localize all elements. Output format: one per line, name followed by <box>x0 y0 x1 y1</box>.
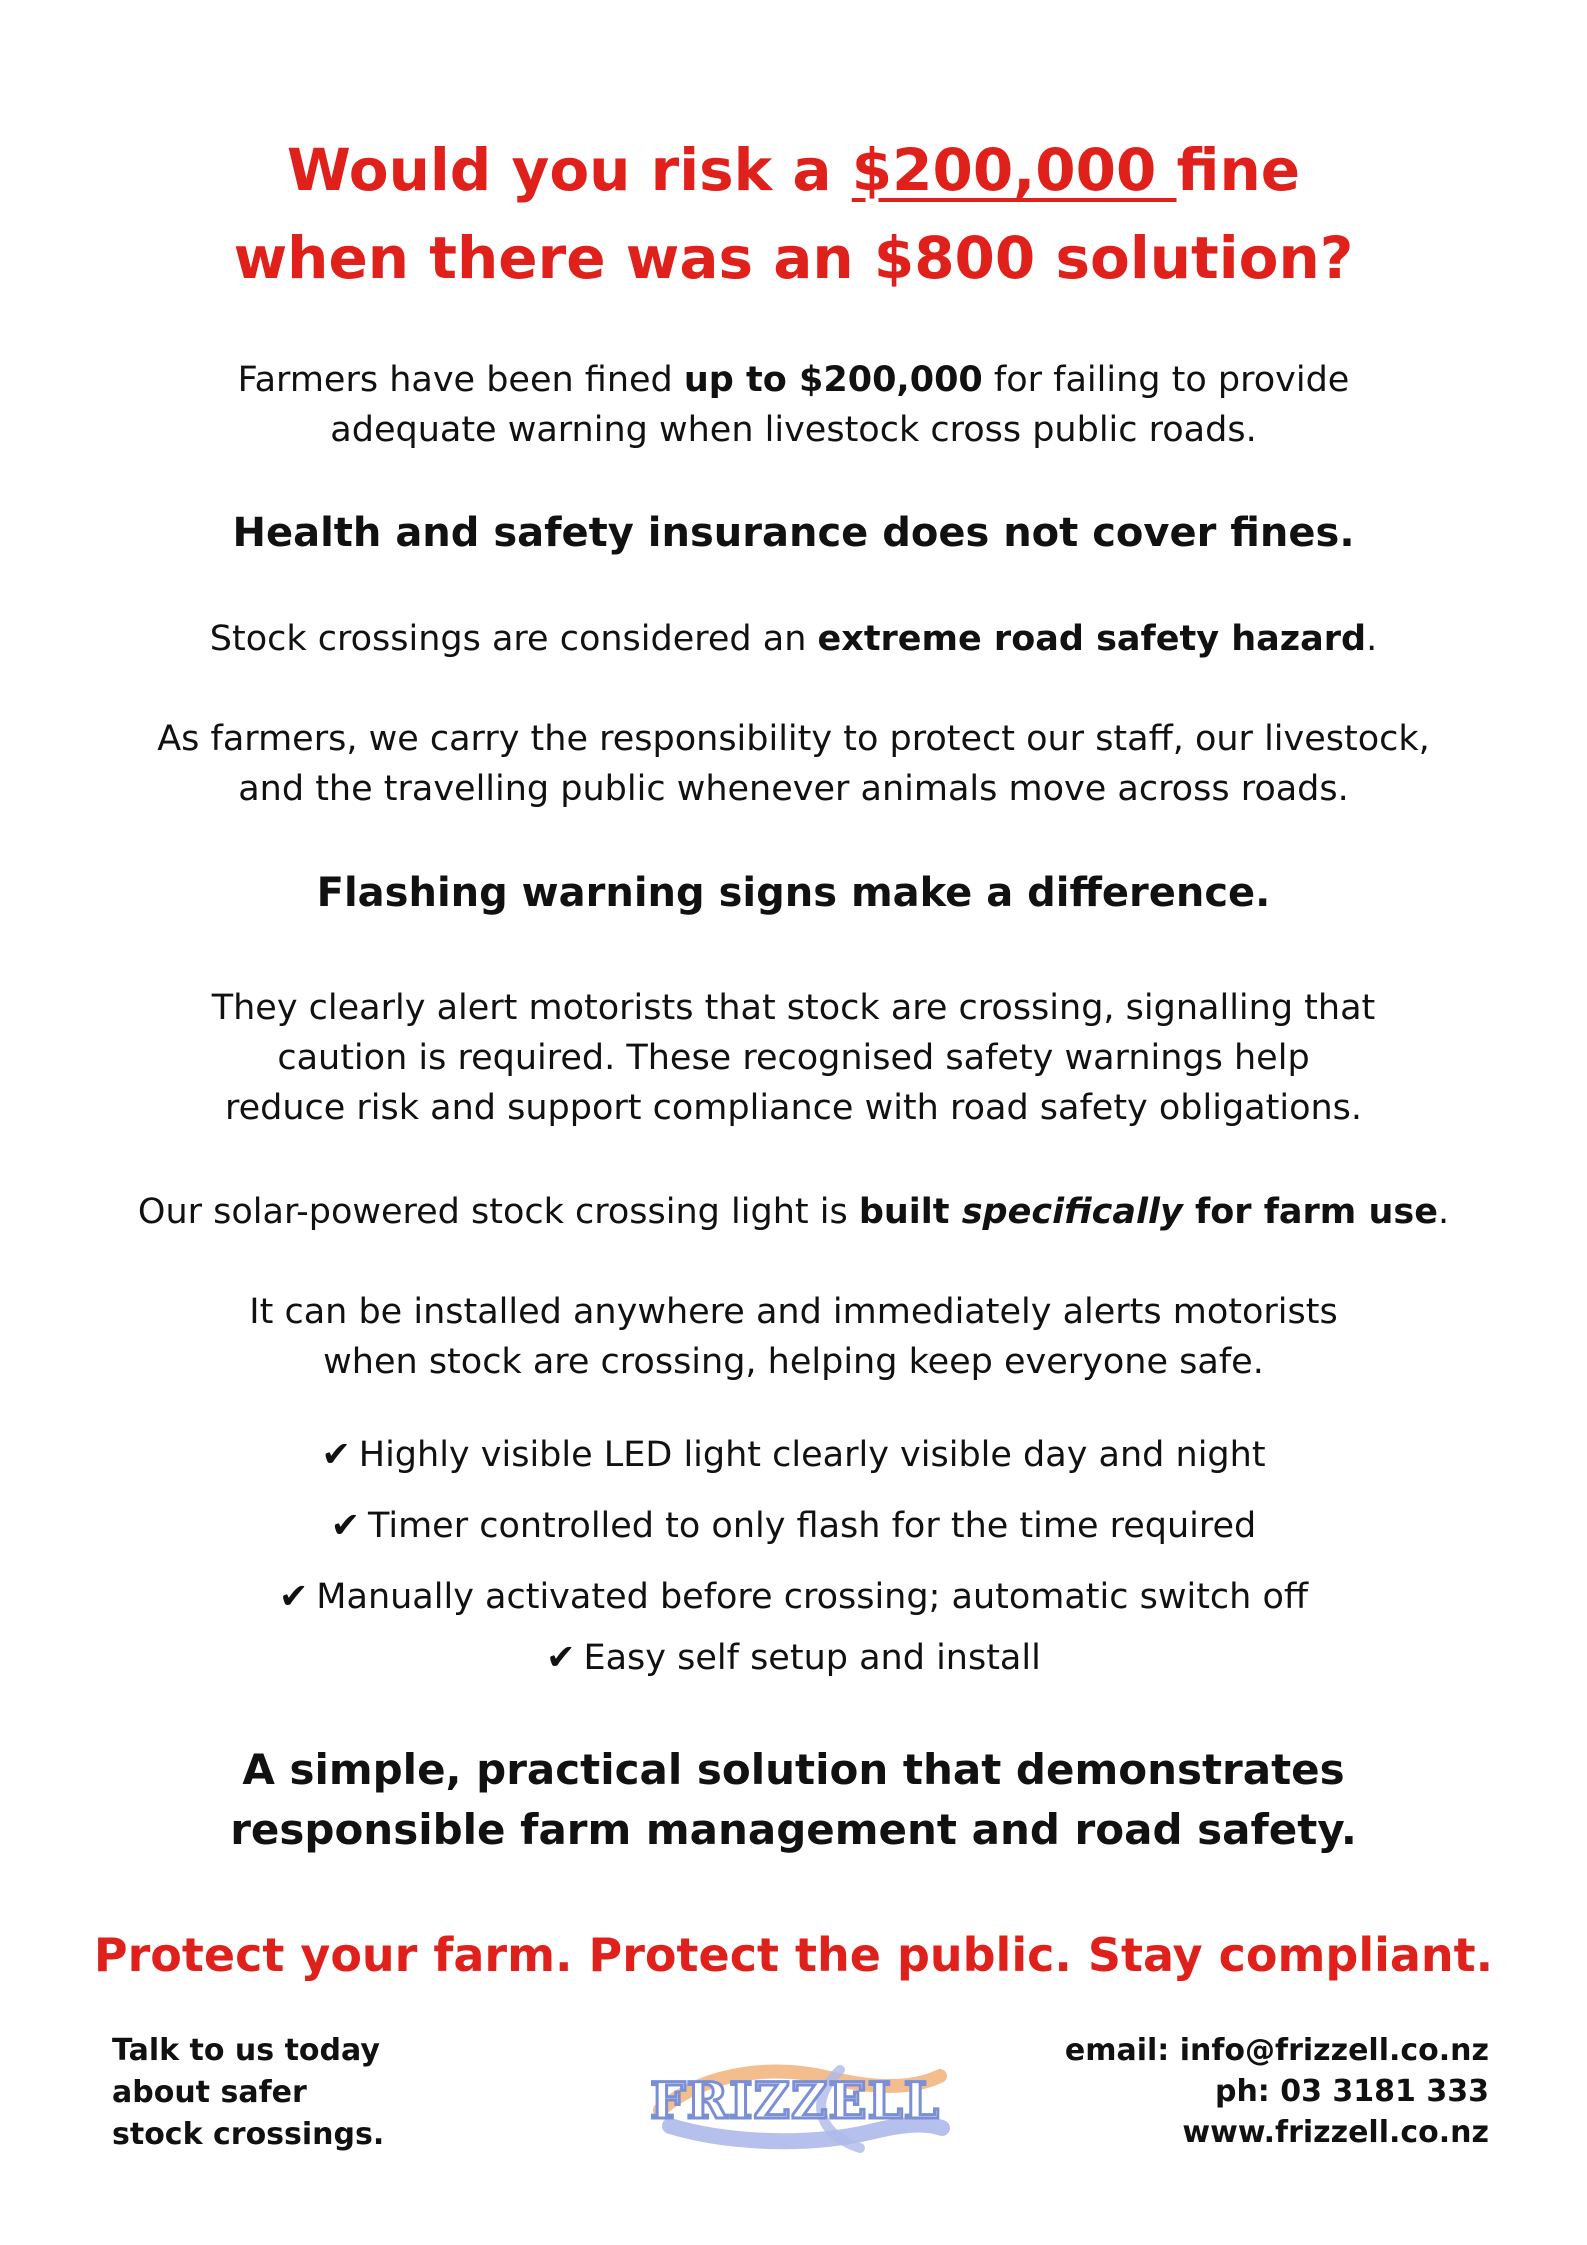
install-line-1: It can be installed anywhere and immediately alerts motorists <box>249 1292 1338 1332</box>
footer-call-to-action <box>112 2030 384 2156</box>
website-link[interactable]: www.frizzell.co.nz <box>1182 2115 1489 2150</box>
fine-amount-bold: up to $200,000 <box>683 360 983 400</box>
footer-contact <box>1065 2030 1489 2153</box>
text: built <box>858 1192 962 1232</box>
signs-subheading: Flashing warning signs make a difference. <box>316 870 1271 916</box>
alert-line-1: They clearly alert motorists that stock are crossing, signalling that <box>211 988 1376 1028</box>
text: Our solar-powered stock crossing light is <box>137 1192 859 1232</box>
headline-line-1 <box>0 126 1587 214</box>
product-bold <box>859 1192 1438 1232</box>
alert-line-2: caution is required. These recognised safety warnings help <box>277 1038 1310 1078</box>
list-item <box>0 1638 1587 1678</box>
responsibility-paragraph <box>0 714 1587 814</box>
install-paragraph <box>0 1287 1587 1387</box>
alert-paragraph <box>0 983 1587 1133</box>
checkmark-icon: ✔ <box>330 1506 361 1546</box>
text: Farmers have been fined <box>237 360 684 400</box>
feature-text: Timer controlled to only flash for the time required <box>368 1506 1257 1546</box>
fines-line-1 <box>0 355 1587 405</box>
cta-line-3: stock crossings. <box>112 2117 385 2152</box>
text: . <box>1366 619 1378 659</box>
email-link[interactable]: email: info@frizzell.co.nz <box>1064 2033 1489 2068</box>
headline-line-2: when there was an $800 solution? <box>233 224 1354 292</box>
fine-amount: $200,000 <box>851 136 1177 204</box>
product-paragraph <box>0 1187 1587 1237</box>
emphasis: specifically <box>961 1192 1183 1232</box>
headline-text: fine <box>1176 136 1301 204</box>
checkmark-icon: ✔ <box>321 1435 351 1475</box>
fines-paragraph <box>0 355 1587 455</box>
checkmark-icon: ✔ <box>546 1638 576 1678</box>
responsibility-line-1: As farmers, we carry the responsibility to protect our staff, our livestock, <box>157 719 1430 759</box>
alert-line-3: reduce risk and support compliance with road safety obligations. <box>224 1088 1363 1128</box>
headline-text: Would you risk a <box>286 136 852 204</box>
responsibility-line-2: and the travelling public whenever animals move across roads. <box>238 769 1349 809</box>
cta-line-1: Talk to us today <box>112 2033 380 2068</box>
closing-line-2: responsible farm management and road safety. <box>230 1805 1357 1854</box>
hazard-bold: extreme road safety hazard <box>817 619 1367 659</box>
headline <box>0 126 1587 302</box>
logo-text: FRIZZELL <box>650 2071 940 2130</box>
text: Stock crossings are considered an <box>209 619 818 659</box>
feature-text: Highly visible LED light clearly visible day and night <box>358 1435 1266 1475</box>
frizzell-logo <box>640 2048 950 2158</box>
list-item <box>0 1435 1587 1475</box>
list-item <box>0 1577 1587 1617</box>
phone-number[interactable]: ph: 03 3181 333 <box>1214 2074 1489 2109</box>
install-line-2: when stock are crossing, helping keep everyone safe. <box>323 1342 1264 1382</box>
text: for failing to provide <box>982 360 1350 400</box>
hazard-paragraph <box>0 614 1587 664</box>
cta-line-2: about safer <box>112 2075 307 2110</box>
fines-line-2: adequate warning when livestock cross public roads. <box>330 410 1257 450</box>
text: . <box>1437 1192 1450 1232</box>
tagline: Protect your farm. Protect the public. Stay compliant. <box>93 1928 1494 1982</box>
insurance-subheading: Health and safety insurance does not cover fines. <box>232 510 1355 556</box>
feature-text: Manually activated before crossing; automatic switch off <box>316 1577 1309 1617</box>
closing-line-1: A simple, practical solution that demonstrates <box>242 1745 1345 1794</box>
feature-text: Easy self setup and install <box>583 1638 1041 1678</box>
closing-statement <box>0 1740 1587 1860</box>
text: for farm use <box>1182 1192 1438 1232</box>
list-item <box>0 1506 1587 1546</box>
checkmark-icon: ✔ <box>278 1577 309 1617</box>
